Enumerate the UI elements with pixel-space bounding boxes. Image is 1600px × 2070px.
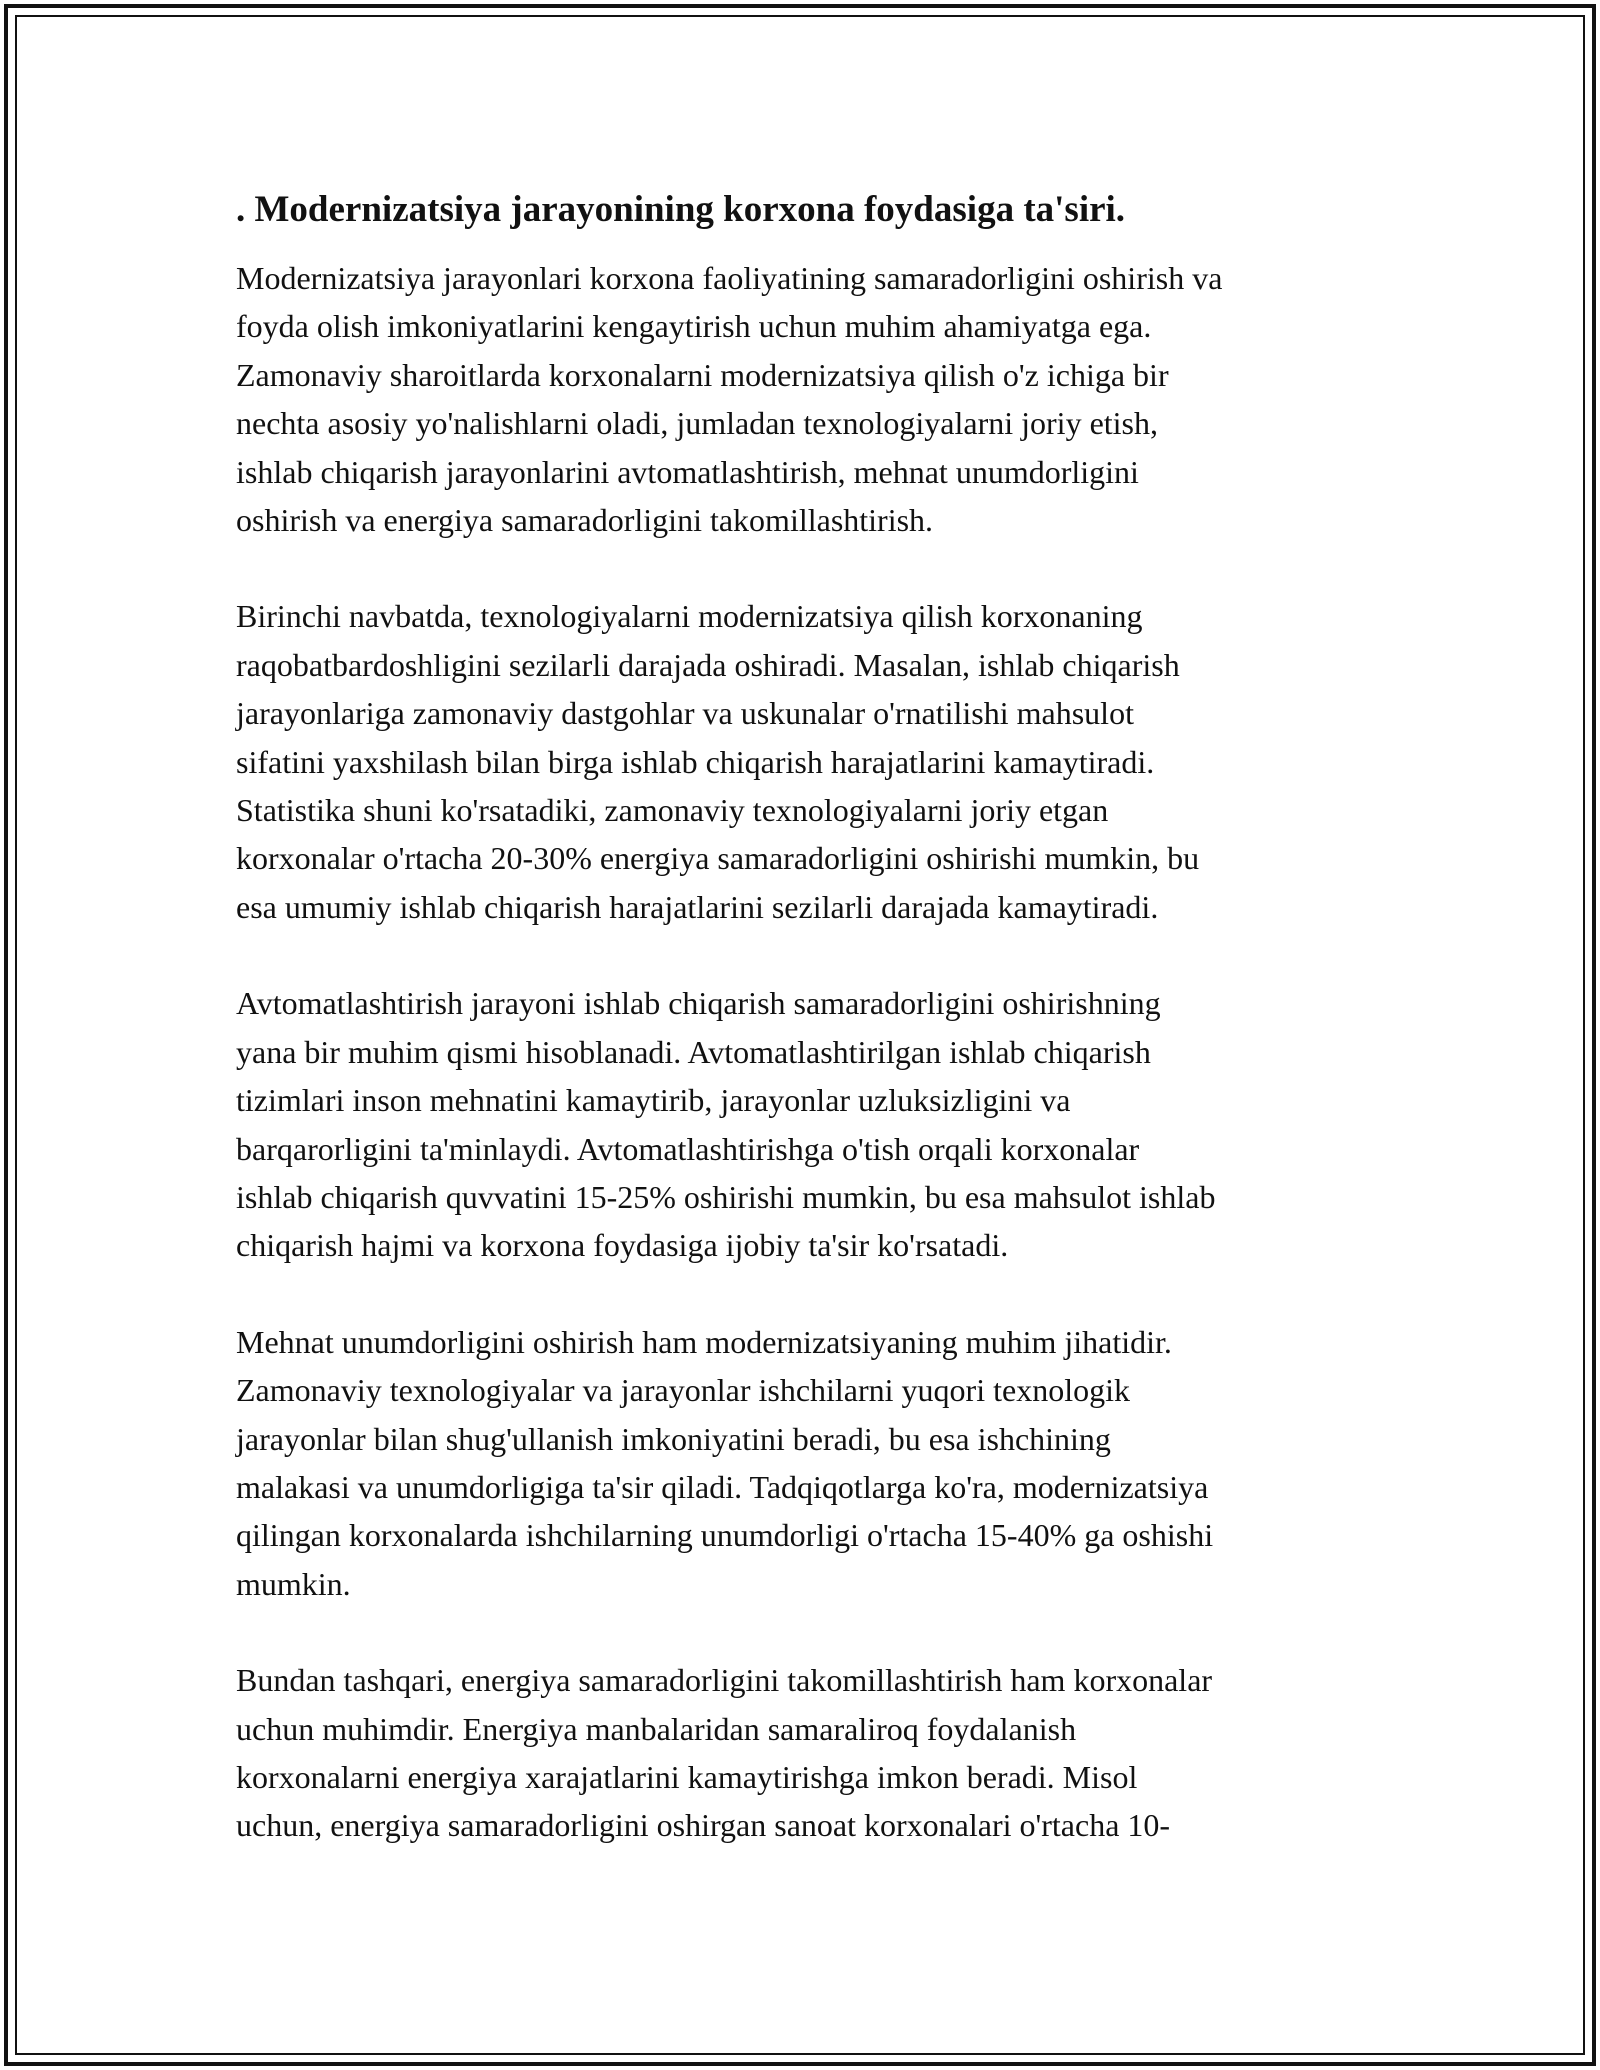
text-line: korxonalar o'rtacha 20-30% energiya samaradorligini oshirishi mumkin, bu — [236, 840, 1200, 877]
text-line: chiqarish hajmi va korxona foydasiga ijobiy ta'sir ko'rsatadi. — [236, 1227, 1009, 1264]
text-line: Zamonaviy texnologiyalar va jarayonlar ishchilarni yuqori texnologik — [236, 1372, 1130, 1409]
paragraph-5 — [236, 1656, 1386, 1850]
text-line: yana bir muhim qismi hisoblanadi. Avtomatlashtirilgan ishlab chiqarish — [236, 1033, 1151, 1070]
text-line: korxonalarni energiya xarajatlarini kamaytirishga imkon beradi. Misol — [236, 1758, 1138, 1795]
document-body — [236, 186, 1386, 1898]
text-line: jarayonlar bilan shug'ullanish imkoniyatini beradi, bu esa ishchining — [236, 1420, 1111, 1457]
text-line: malakasi va unumdorligiga ta'sir qiladi. Tadqiqotlarga ko'ra, modernizatsiya — [236, 1468, 1209, 1505]
text-line: qilingan korxonalarda ishchilarning unumdorligi o'rtacha 15-40% ga oshishi — [236, 1517, 1214, 1554]
text-line: uchun, energiya samaradorligini oshirgan sanoat korxonalari o'rtacha 10- — [236, 1807, 1171, 1844]
text-line: foyda olish imkoniyatlarini kengaytirish uchun muhim ahamiyatga ega. — [236, 308, 1152, 345]
text-line: raqobatbardoshligini sezilarli darajada oshiradi. Masalan, ishlab chiqarish — [236, 646, 1180, 683]
text-line: Avtomatlashtirish jarayoni ishlab chiqarish samaradorligini oshirishning — [236, 985, 1161, 1022]
text-line: esa umumiy ishlab chiqarish harajatlarini sezilarli darajada kamaytiradi. — [236, 888, 1159, 925]
paragraph-2 — [236, 592, 1386, 931]
text-line: mumkin. — [236, 1565, 351, 1602]
text-line: Birinchi navbatda, texnologiyalarni modernizatsiya qilish korxonaning — [236, 598, 1143, 635]
text-line: barqarorligini ta'minlaydi. Avtomatlashtirishga o'tish orqali korxonalar — [236, 1130, 1140, 1167]
text-line: jarayonlariga zamonaviy dastgohlar va uskunalar o'rnatilishi mahsulot — [236, 695, 1134, 732]
text-line: Zamonaviy sharoitlarda korxonalarni modernizatsiya qilish o'z ichiga bir — [236, 356, 1169, 393]
text-line: nechta asosiy yo'nalishlarni oladi, jumladan texnologiyalarni joriy etish, — [236, 405, 1158, 442]
text-line: oshirish va energiya samaradorligini takomillashtirish. — [236, 502, 934, 539]
text-line: ishlab chiqarish jarayonlarini avtomatlashtirish, mehnat unumdorligini — [236, 453, 1139, 490]
document-title: . Modernizatsiya jarayonining korxona foydasiga ta'siri. — [236, 189, 1126, 230]
text-line: Bundan tashqari, energiya samaradorligini takomillashtirish ham korxonalar — [236, 1662, 1213, 1699]
text-line: sifatini yaxshilash bilan birga ishlab chiqarish harajatlarini kamaytiradi. — [236, 743, 1155, 780]
text-line: ishlab chiqarish quvvatini 15-25% oshirishi mumkin, bu esa mahsulot ishlab — [236, 1178, 1216, 1215]
text-line: Mehnat unumdorligini oshirish ham modernizatsiyaning muhim jihatidir. — [236, 1323, 1172, 1360]
paragraph-4 — [236, 1318, 1386, 1608]
paragraph-3 — [236, 979, 1386, 1269]
paragraph-1 — [236, 254, 1386, 544]
text-line: uchun muhimdir. Energiya manbalaridan samaraliroq foydalanish — [236, 1710, 1077, 1747]
text-line: Statistika shuni ko'rsatadiki, zamonaviy texnologiyalarni joriy etgan — [236, 792, 1109, 829]
text-line: tizimlari inson mehnatini kamaytirib, jarayonlar uzluksizligini va — [236, 1082, 1071, 1119]
text-line: Modernizatsiya jarayonlari korxona faoliyatining samaradorligini oshirish va — [236, 260, 1223, 296]
